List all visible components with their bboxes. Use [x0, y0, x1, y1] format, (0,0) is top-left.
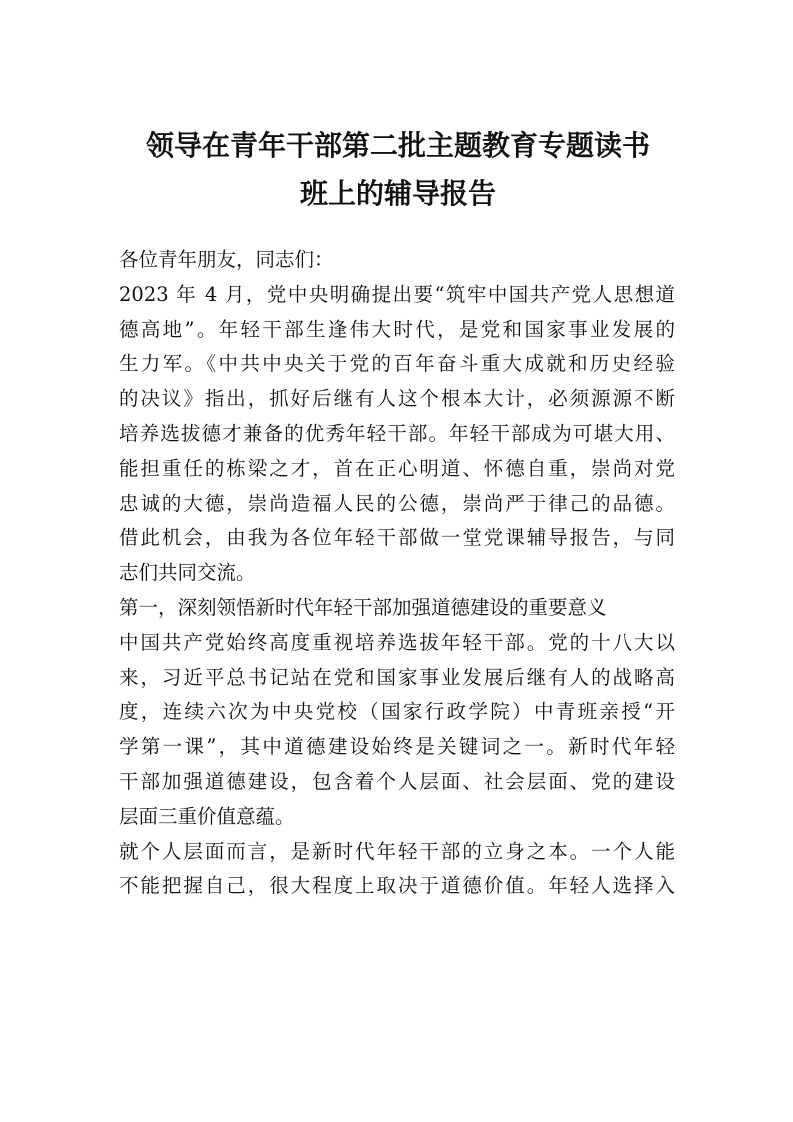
paragraph-line: 度，连续六次为中央党校（国家行政学院）中青班亲授“开 — [119, 700, 675, 724]
section-heading: 第一，深刻领悟新时代年轻干部加强道德建设的重要意义 — [119, 595, 607, 619]
paragraph-line: 不能把握自己，很大程度上取决于道德价值。年轻人选择入 — [119, 874, 675, 898]
paragraph-line: 层面三重价值意蕴。 — [119, 804, 295, 828]
paragraph-line: 的决议》指出，抓好后继有人这个根本大计，必须源源不断 — [119, 387, 675, 411]
paragraph-line: 中国共产党始终高度重视培养选拔年轻干部。党的十八大以 — [119, 630, 675, 654]
document-title-line-1: 领导在青年干部第二批主题教育专题读书 — [145, 129, 650, 162]
paragraph-line: 借此机会，由我为各位年轻干部做一堂党课辅导报告，与同 — [119, 526, 675, 550]
paragraph-line: 德高地”。年轻干部生逢伟大时代，是党和国家事业发展的 — [119, 317, 675, 341]
paragraph-line: 2023 年 4 月，党中央明确提出要“筑牢中国共产党人思想道 — [119, 282, 675, 306]
salutation: 各位青年朋友，同志们： — [119, 248, 334, 271]
paragraph-line: 能担重任的栋梁之才，首在正心明道、怀德自重，崇尚对党 — [119, 456, 675, 480]
paragraph-line: 干部加强道德建设，包含着个人层面、社会层面、党的建设 — [119, 769, 675, 793]
paragraph-line: 学第一课”，其中道德建设始终是关键词之一。新时代年轻 — [119, 735, 675, 759]
document-body — [119, 243, 675, 904]
paragraph-line: 就个人层面而言，是新时代年轻干部的立身之本。一个人能 — [119, 839, 675, 863]
paragraph-line: 志们共同交流。 — [119, 561, 256, 585]
document-title-line-2: 班上的辅导报告 — [299, 177, 496, 210]
paragraph-line: 忠诚的大德，崇尚造福人民的公德，崇尚严于律己的品德。 — [119, 491, 675, 515]
paragraph-line: 培养选拔德才兼备的优秀年轻干部。年轻干部成为可堪大用、 — [119, 421, 675, 445]
paragraph-line: 生力军。《中共中央关于党的百年奋斗重大成就和历史经验 — [119, 352, 675, 376]
paragraph-line: 来，习近平总书记站在党和国家事业发展后继有人的战略高 — [119, 665, 675, 689]
